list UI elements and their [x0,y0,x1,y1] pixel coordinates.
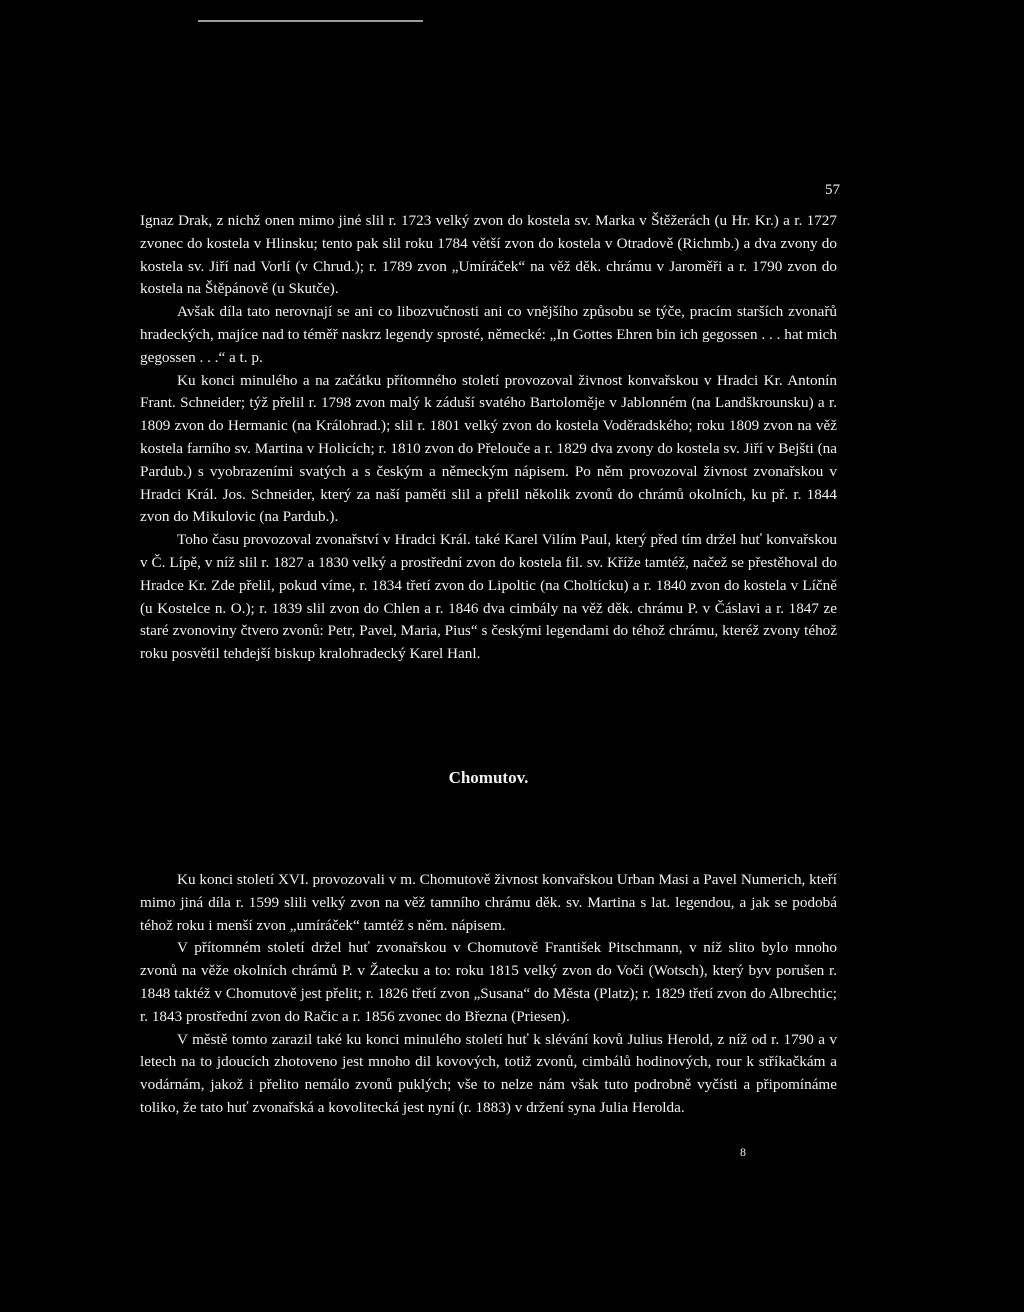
paragraph: V přítomném století držel huť zvonařskou v Chomutově František Pitschmann, v níž slito bylo mnoho zvonů na věže okolních chrámů P. v Žatecku a to: roku 1815 velký zvon do Voči (Wotsch), který byv porušen r. 1848 taktéž v Chomutově jest přelit; r. 1826 třetí zvon „Susana“ do Města (Platz); r. 1829 třetí zvon do Albrechtic; r. 1843 prostřední zvon do Račic a r. 1856 zvonec do Března (Priesen). [140,939,837,1025]
page-number: 57 [825,182,840,198]
paragraph: Toho času provozoval zvonařství v Hradci Král. také Karel Vilím Paul, který před tím držel huť konvařskou v Č. Lípě, v níž slil r. 1827 a 1830 velký a prostřední zvon do kostela fil. sv. Kříže tamtéž, načež se přestěhoval do Hradce Kr. Zde přelil, pokud víme, r. 1834 třetí zvon do Lipoltic (na Choltícku) a r. 1840 zvon do kostela v Líčně (u Kostelce n. O.); r. 1839 slil zvon do Chlen a r. 1846 dva cimbály na věž děk. chrámu P. v Čáslavi a r. 1847 ze staré zvonoviny čtvero zvonů: Petr, Pavel, Maria, Pius“ s českými legendami do téhož chrámu, kteréž zvony téhož roku posvětil tehdejší biskup kralohradecký Karel Hanl. [140,531,837,663]
paragraph: Ku konci století XVI. provozovali v m. Chomutově živnost konvařskou Urban Masi a Pavel Numerich, kteří mimo jiná díla r. 1599 slili velký zvon na věž tamního chrámu děk. sv. Martina s lat. legendou, a jak se podobá téhož roku i menší zvon „umíráček“ tamtéž s něm. nápisem. [140,871,837,934]
paragraph: Avšak díla tato nerovnají se ani co libozvučnosti ani co vnějšího způsobu se týče, pracím starších zvonařů hradeckých, majíce nad to téměř naskrz legendy sprosté, německé: „In Gottes Ehren bin ich gegossen . . . hat mich gegossen . . .“ a t. p. [140,303,837,366]
paragraph: Ku konci minulého a na začátku přítomného století provozoval živnost konvařskou v Hradci Kr. Antonín Frant. Schneider; týž přelil r. 1798 zvon malý k záduší svatého Bartoloměje v Jablonném (na Landškrounsku) a r. 1809 zvon do Hermanic (na Králohrad.); slil r. 1801 velký zvon do kostela Voděradského; roku 1809 zvon na věž kostela farního sv. Martina v Holicích; r. 1810 zvon do Přelouče a r. 1829 dva zvony do kostela sv. Jiří v Bejšti (na Pardub.) s vyobrazeními svatých a s českým a německým nápisem. Po něm provozoval živnost zvonařskou v Hradci Král. Jos. Schneider, který za naší paměti slil a přelil několik zvonů do chrámů okolních, ku př. r. 1844 zvon do Mikulovic (na Pardub.). [140,371,837,526]
section-1-text [140,210,837,666]
signature-mark: 8 [740,1145,746,1159]
paragraph: Ignaz Drak, z nichž onen mimo jiné slil r. 1723 velký zvon do kostela sv. Marka v Štěžerách (u Hr. Kr.) a r. 1727 zvonec do kostela v Hlinsku; tento pak slil roku 1784 větší zvon do kostela v Otradově (Richmb.) a dva zvony do kostela sv. Jiří nad Vorlí (v Chrud.); r. 1789 zvon „Umíráček“ na věž děk. chrámu v Jaroměři a r. 1790 zvon do kostela na Štěpánově (u Skutče). [140,212,837,298]
section-heading: Chomutov. [448,768,529,787]
section-2-text [140,869,837,1120]
paragraph: V městě tomto zarazil také ku konci minulého století huť k slévání kovů Julius Herold, z níž od r. 1790 a v letech na to jdoucích zhotoveno jest mnoho dil kovových, totiž zvonů, cimbálů hodinových, rour k stříkačkám a vodárnám, jakož i přelito nemálo zvonů puklých; vše to nelze nám však tuto podrobně vyčísti a připomínáme toliko, že tato huť zvonařská a kovolitecká jest nyní (r. 1883) v držení syna Julia Herolda. [140,1030,837,1116]
